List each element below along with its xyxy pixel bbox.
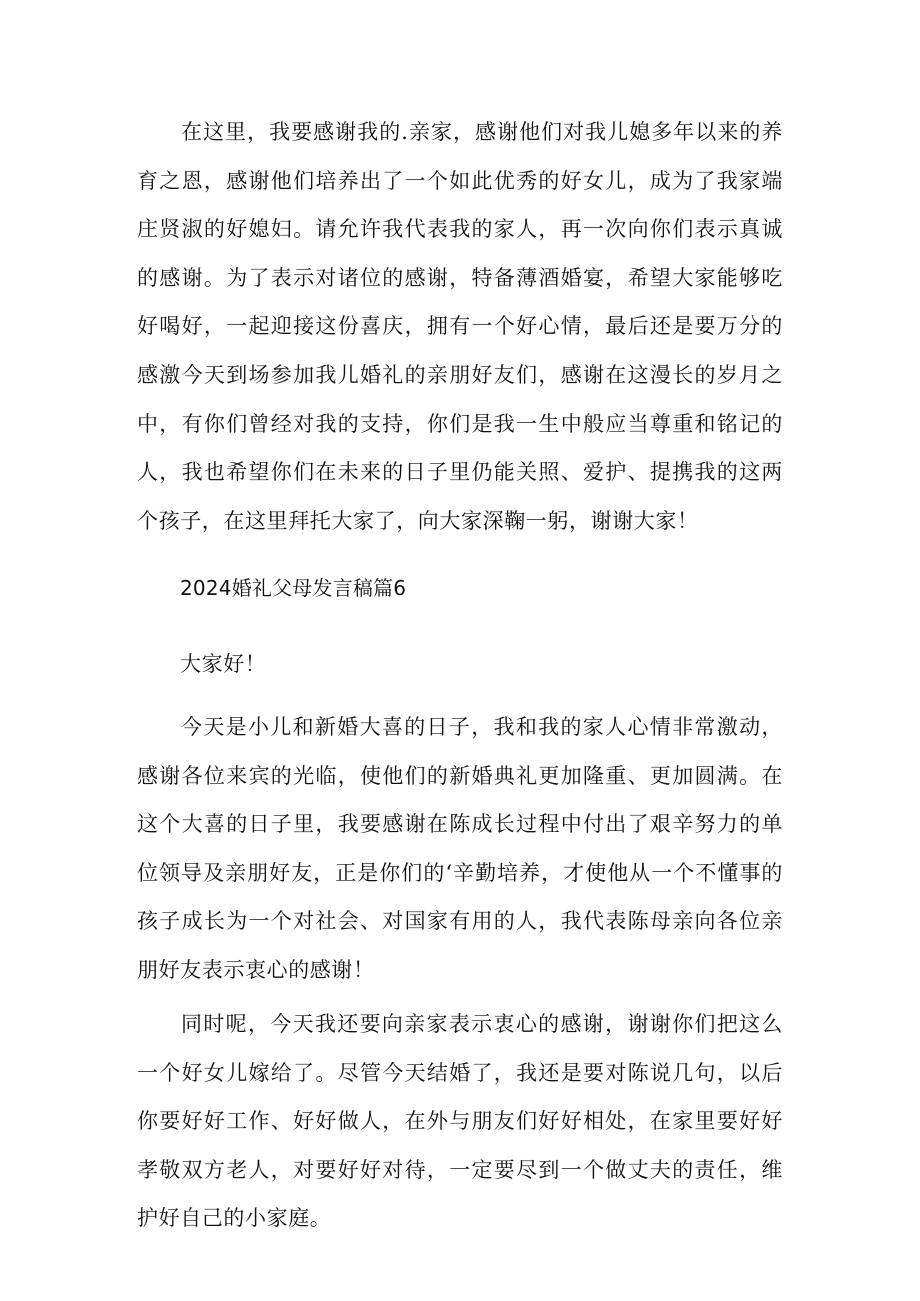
paragraph-advice: 同时呢，今天我还要向亲家表示衷心的感谢，谢谢你们把这么一个好女儿嫁给了。尽管今天结婚了，我还是要对陈说几句，以后你要好好工作、好好做人，在外与朋友们好好相处，在家里要好好孝敬双方老人，对要好好对待，一定要尽到一个做丈夫的责任，维护好自己的小家庭。 bbox=[137, 1012, 783, 1231]
section-heading: 2024婚礼父母发言稿篇6 bbox=[180, 576, 407, 600]
greeting: 大家好！ bbox=[180, 652, 267, 676]
paragraph-thanks-in-laws: 在这里，我要感谢我的.亲家，感谢他们对我儿媳多年以来的养育之恩，感谢他们培养出了一个如此优秀的好女儿，成为了我家端庄贤淑的好媳妇。请允许我代表我的家人，再一次向你们表示真诚的感谢。为了表示对诸位的感谢，特备薄酒婚宴，希望大家能够吃好喝好，一起迎接这份喜庆，拥有一个好心情，最后还是要万分的感激今天到场参加我儿婚礼的亲朋好友们，感谢在这漫长的岁月之中，有你们曾经对我的支持，你们是我一生中般应当尊重和铭记的人，我也希望你们在未来的日子里仍能关照、爱护、提携我的这两个孩子，在这里拜托大家了，向大家深鞠一躬，谢谢大家！ bbox=[137, 120, 783, 533]
paragraph-wedding-day: 今天是小儿和新婚大喜的日子，我和我的家人心情非常激动，感谢各位来宾的光临，使他们的新婚典礼更加隆重、更加圆满。在这个大喜的日子里，我要感谢在陈成长过程中付出了艰辛努力的单位领导及亲朋好友，正是你们的‘辛勤培养，才使他从一个不懂事的孩子成长为一个对社会、对国家有用的人，我代表陈母亲向各位亲朋好友表示衷心的感谢！ bbox=[137, 715, 783, 982]
